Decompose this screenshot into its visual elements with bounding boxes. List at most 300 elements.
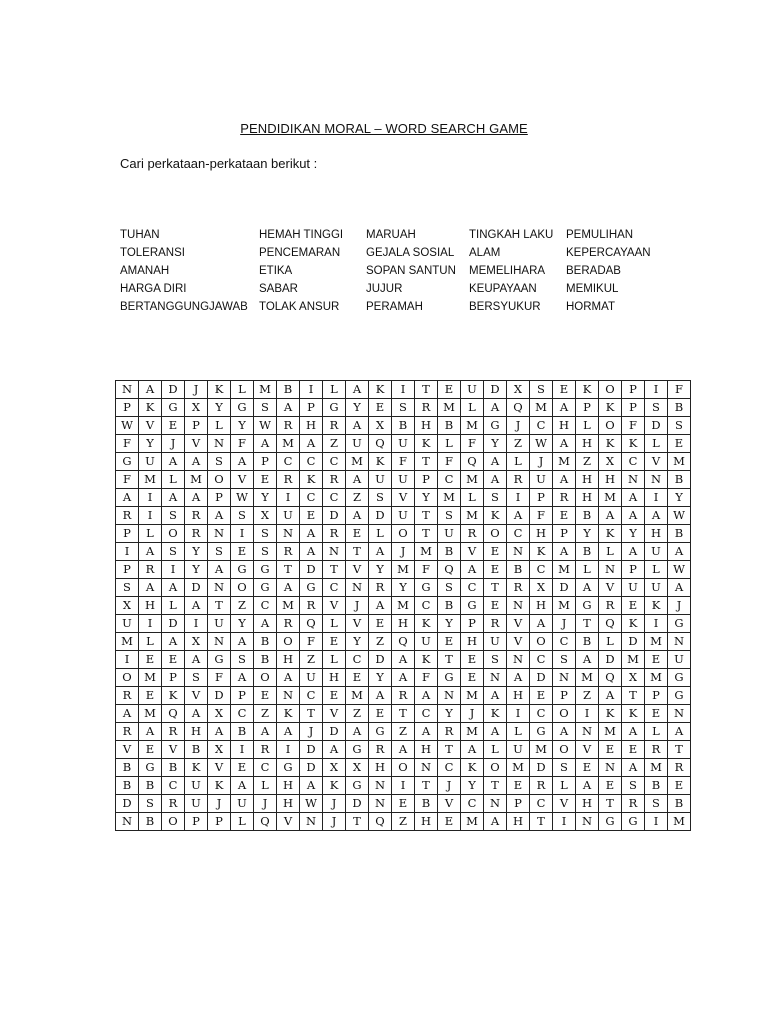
grid-cell[interactable]: X (599, 453, 622, 471)
grid-cell[interactable]: U (668, 651, 691, 669)
grid-cell[interactable]: J (323, 813, 346, 831)
grid-cell[interactable]: A (369, 543, 392, 561)
grid-cell[interactable]: A (208, 561, 231, 579)
grid-cell[interactable]: N (369, 795, 392, 813)
grid-cell[interactable]: J (185, 381, 208, 399)
grid-cell[interactable]: S (553, 651, 576, 669)
grid-cell[interactable]: G (622, 813, 645, 831)
grid-cell[interactable]: D (116, 795, 139, 813)
grid-cell[interactable]: L (507, 723, 530, 741)
grid-cell[interactable]: K (530, 543, 553, 561)
grid-cell[interactable]: S (668, 417, 691, 435)
grid-cell[interactable]: L (484, 741, 507, 759)
grid-cell[interactable]: L (599, 543, 622, 561)
grid-cell[interactable]: K (277, 705, 300, 723)
grid-cell[interactable]: M (553, 453, 576, 471)
grid-cell[interactable]: C (530, 705, 553, 723)
grid-cell[interactable]: A (622, 489, 645, 507)
grid-cell[interactable]: U (185, 795, 208, 813)
grid-cell[interactable]: N (507, 543, 530, 561)
grid-cell[interactable]: B (438, 543, 461, 561)
grid-cell[interactable]: D (162, 381, 185, 399)
grid-cell[interactable]: A (484, 471, 507, 489)
grid-cell[interactable]: Z (576, 453, 599, 471)
grid-cell[interactable]: R (277, 471, 300, 489)
grid-cell[interactable]: A (599, 687, 622, 705)
grid-cell[interactable]: C (277, 453, 300, 471)
grid-cell[interactable]: H (530, 597, 553, 615)
grid-cell[interactable]: U (622, 579, 645, 597)
grid-cell[interactable]: G (162, 399, 185, 417)
grid-cell[interactable]: G (254, 561, 277, 579)
grid-cell[interactable]: M (346, 687, 369, 705)
grid-cell[interactable]: T (415, 525, 438, 543)
grid-cell[interactable]: O (231, 579, 254, 597)
grid-cell[interactable]: R (369, 741, 392, 759)
grid-cell[interactable]: A (622, 759, 645, 777)
grid-cell[interactable]: B (668, 399, 691, 417)
grid-cell[interactable]: E (438, 813, 461, 831)
grid-cell[interactable]: S (162, 543, 185, 561)
grid-cell[interactable]: P (116, 561, 139, 579)
grid-cell[interactable]: T (346, 543, 369, 561)
grid-cell[interactable]: L (231, 813, 254, 831)
grid-cell[interactable]: F (208, 669, 231, 687)
grid-cell[interactable]: I (553, 813, 576, 831)
grid-cell[interactable]: M (645, 759, 668, 777)
grid-cell[interactable]: V (392, 489, 415, 507)
grid-cell[interactable]: V (576, 741, 599, 759)
grid-cell[interactable]: X (254, 507, 277, 525)
grid-cell[interactable]: A (346, 381, 369, 399)
grid-cell[interactable]: B (438, 417, 461, 435)
grid-cell[interactable]: E (162, 417, 185, 435)
grid-cell[interactable]: M (461, 687, 484, 705)
grid-cell[interactable]: P (415, 471, 438, 489)
grid-cell[interactable]: V (185, 687, 208, 705)
grid-cell[interactable]: K (369, 453, 392, 471)
grid-cell[interactable]: A (392, 651, 415, 669)
grid-cell[interactable]: V (507, 615, 530, 633)
grid-cell[interactable]: G (415, 579, 438, 597)
grid-cell[interactable]: A (139, 381, 162, 399)
grid-cell[interactable]: A (185, 453, 208, 471)
grid-cell[interactable]: G (346, 777, 369, 795)
grid-cell[interactable]: S (208, 453, 231, 471)
grid-cell[interactable]: W (530, 435, 553, 453)
grid-cell[interactable]: X (208, 741, 231, 759)
grid-cell[interactable]: M (622, 651, 645, 669)
grid-cell[interactable]: R (645, 741, 668, 759)
grid-cell[interactable]: M (139, 705, 162, 723)
grid-cell[interactable]: L (599, 633, 622, 651)
grid-cell[interactable]: B (576, 507, 599, 525)
grid-cell[interactable]: C (553, 633, 576, 651)
grid-cell[interactable]: Q (461, 453, 484, 471)
grid-cell[interactable]: T (484, 777, 507, 795)
grid-cell[interactable]: H (277, 795, 300, 813)
grid-cell[interactable]: K (484, 705, 507, 723)
grid-cell[interactable]: T (599, 795, 622, 813)
grid-cell[interactable]: A (484, 453, 507, 471)
grid-cell[interactable]: U (392, 507, 415, 525)
grid-cell[interactable]: G (208, 651, 231, 669)
grid-cell[interactable]: R (300, 597, 323, 615)
grid-cell[interactable]: A (277, 669, 300, 687)
grid-cell[interactable]: S (369, 489, 392, 507)
grid-cell[interactable]: X (346, 759, 369, 777)
grid-cell[interactable]: R (461, 525, 484, 543)
grid-cell[interactable]: O (277, 633, 300, 651)
grid-cell[interactable]: L (645, 723, 668, 741)
grid-cell[interactable]: I (162, 561, 185, 579)
grid-cell[interactable]: G (231, 561, 254, 579)
grid-cell[interactable]: N (484, 795, 507, 813)
grid-cell[interactable]: H (599, 471, 622, 489)
grid-cell[interactable]: M (116, 633, 139, 651)
grid-cell[interactable]: T (277, 561, 300, 579)
grid-cell[interactable]: E (553, 507, 576, 525)
grid-cell[interactable]: R (438, 723, 461, 741)
grid-cell[interactable]: S (438, 579, 461, 597)
grid-cell[interactable]: Q (599, 615, 622, 633)
grid-cell[interactable]: Y (438, 615, 461, 633)
grid-cell[interactable]: L (576, 417, 599, 435)
grid-cell[interactable]: B (438, 597, 461, 615)
grid-cell[interactable]: A (300, 435, 323, 453)
grid-cell[interactable]: S (116, 579, 139, 597)
grid-cell[interactable]: M (553, 597, 576, 615)
grid-cell[interactable]: Y (484, 435, 507, 453)
grid-cell[interactable]: P (553, 687, 576, 705)
grid-cell[interactable]: Y (369, 669, 392, 687)
grid-cell[interactable]: P (507, 795, 530, 813)
grid-cell[interactable]: D (185, 579, 208, 597)
grid-cell[interactable]: K (185, 759, 208, 777)
grid-cell[interactable]: J (438, 777, 461, 795)
grid-cell[interactable]: E (622, 597, 645, 615)
grid-cell[interactable]: M (461, 813, 484, 831)
grid-cell[interactable]: M (530, 399, 553, 417)
grid-cell[interactable]: R (254, 741, 277, 759)
grid-cell[interactable]: U (530, 471, 553, 489)
grid-cell[interactable]: A (484, 723, 507, 741)
grid-cell[interactable]: A (208, 507, 231, 525)
grid-cell[interactable]: A (162, 633, 185, 651)
grid-cell[interactable]: E (369, 705, 392, 723)
grid-cell[interactable]: G (668, 615, 691, 633)
grid-cell[interactable]: F (438, 453, 461, 471)
grid-cell[interactable]: Y (231, 417, 254, 435)
grid-cell[interactable]: D (300, 759, 323, 777)
grid-cell[interactable]: J (507, 417, 530, 435)
grid-cell[interactable]: U (392, 471, 415, 489)
grid-cell[interactable]: D (369, 507, 392, 525)
grid-cell[interactable]: C (346, 651, 369, 669)
grid-cell[interactable]: V (185, 435, 208, 453)
grid-cell[interactable]: A (116, 705, 139, 723)
grid-cell[interactable]: M (415, 543, 438, 561)
grid-cell[interactable]: I (507, 489, 530, 507)
grid-cell[interactable]: E (461, 651, 484, 669)
grid-cell[interactable]: G (668, 687, 691, 705)
grid-cell[interactable]: A (185, 705, 208, 723)
grid-cell[interactable]: A (185, 489, 208, 507)
grid-cell[interactable]: C (323, 453, 346, 471)
grid-cell[interactable]: S (645, 795, 668, 813)
grid-cell[interactable]: H (415, 813, 438, 831)
grid-cell[interactable]: O (116, 669, 139, 687)
grid-cell[interactable]: F (461, 435, 484, 453)
grid-cell[interactable]: M (553, 561, 576, 579)
grid-cell[interactable]: Q (162, 705, 185, 723)
grid-cell[interactable]: P (530, 489, 553, 507)
grid-cell[interactable]: P (300, 399, 323, 417)
grid-cell[interactable]: C (530, 795, 553, 813)
grid-cell[interactable]: Y (254, 489, 277, 507)
grid-cell[interactable]: J (254, 795, 277, 813)
grid-cell[interactable]: U (116, 615, 139, 633)
grid-cell[interactable]: E (369, 615, 392, 633)
grid-cell[interactable]: Y (622, 525, 645, 543)
grid-cell[interactable]: R (277, 417, 300, 435)
grid-cell[interactable]: L (369, 525, 392, 543)
grid-cell[interactable]: L (461, 489, 484, 507)
grid-cell[interactable]: W (668, 507, 691, 525)
grid-cell[interactable]: B (185, 741, 208, 759)
grid-cell[interactable]: E (231, 543, 254, 561)
grid-cell[interactable]: A (208, 723, 231, 741)
grid-cell[interactable]: B (507, 561, 530, 579)
grid-cell[interactable]: X (530, 579, 553, 597)
grid-cell[interactable]: Z (346, 489, 369, 507)
grid-cell[interactable]: Z (576, 687, 599, 705)
grid-cell[interactable]: X (323, 759, 346, 777)
grid-cell[interactable]: P (231, 687, 254, 705)
grid-cell[interactable]: M (139, 669, 162, 687)
grid-cell[interactable]: M (530, 741, 553, 759)
grid-cell[interactable]: V (323, 705, 346, 723)
grid-cell[interactable]: G (484, 417, 507, 435)
grid-cell[interactable]: P (185, 417, 208, 435)
grid-cell[interactable]: J (530, 453, 553, 471)
grid-cell[interactable]: I (139, 615, 162, 633)
grid-cell[interactable]: U (438, 525, 461, 543)
grid-cell[interactable]: I (645, 813, 668, 831)
grid-cell[interactable]: V (599, 579, 622, 597)
grid-cell[interactable]: K (208, 777, 231, 795)
grid-cell[interactable]: A (668, 579, 691, 597)
grid-cell[interactable]: I (507, 705, 530, 723)
grid-cell[interactable]: T (415, 507, 438, 525)
grid-cell[interactable]: A (530, 615, 553, 633)
grid-cell[interactable]: W (231, 489, 254, 507)
grid-cell[interactable]: C (162, 777, 185, 795)
grid-cell[interactable]: K (622, 705, 645, 723)
grid-cell[interactable]: L (645, 561, 668, 579)
grid-cell[interactable]: H (576, 489, 599, 507)
grid-cell[interactable]: A (116, 489, 139, 507)
grid-cell[interactable]: G (323, 399, 346, 417)
grid-cell[interactable]: G (139, 759, 162, 777)
grid-cell[interactable]: Z (300, 651, 323, 669)
grid-cell[interactable]: B (392, 417, 415, 435)
grid-cell[interactable]: N (645, 471, 668, 489)
grid-cell[interactable]: Z (231, 597, 254, 615)
grid-cell[interactable]: F (116, 435, 139, 453)
grid-cell[interactable]: R (369, 579, 392, 597)
grid-cell[interactable]: V (553, 795, 576, 813)
grid-cell[interactable]: L (162, 471, 185, 489)
grid-cell[interactable]: D (162, 615, 185, 633)
grid-cell[interactable]: C (530, 651, 553, 669)
grid-cell[interactable]: J (346, 597, 369, 615)
grid-cell[interactable]: L (438, 435, 461, 453)
grid-cell[interactable]: H (139, 597, 162, 615)
grid-cell[interactable]: T (323, 561, 346, 579)
grid-cell[interactable]: I (645, 381, 668, 399)
grid-cell[interactable]: U (346, 435, 369, 453)
grid-cell[interactable]: S (254, 399, 277, 417)
grid-cell[interactable]: E (484, 597, 507, 615)
grid-cell[interactable]: D (484, 381, 507, 399)
grid-cell[interactable]: G (231, 399, 254, 417)
grid-cell[interactable]: A (369, 687, 392, 705)
grid-cell[interactable]: Z (392, 813, 415, 831)
grid-cell[interactable]: F (415, 669, 438, 687)
grid-cell[interactable]: A (484, 399, 507, 417)
grid-cell[interactable]: M (461, 723, 484, 741)
grid-cell[interactable]: C (300, 489, 323, 507)
grid-cell[interactable]: O (599, 381, 622, 399)
grid-cell[interactable]: I (392, 777, 415, 795)
grid-cell[interactable]: K (369, 381, 392, 399)
grid-cell[interactable]: Y (461, 777, 484, 795)
grid-cell[interactable]: C (323, 489, 346, 507)
grid-cell[interactable]: U (300, 669, 323, 687)
grid-cell[interactable]: M (346, 453, 369, 471)
grid-cell[interactable]: E (346, 669, 369, 687)
grid-cell[interactable]: P (185, 813, 208, 831)
grid-cell[interactable]: A (300, 543, 323, 561)
grid-cell[interactable]: A (346, 507, 369, 525)
grid-cell[interactable]: T (300, 705, 323, 723)
grid-cell[interactable]: D (208, 687, 231, 705)
grid-cell[interactable]: C (438, 759, 461, 777)
grid-cell[interactable]: R (277, 615, 300, 633)
grid-cell[interactable]: A (461, 561, 484, 579)
grid-cell[interactable]: M (139, 471, 162, 489)
grid-cell[interactable]: H (369, 759, 392, 777)
grid-cell[interactable]: L (254, 777, 277, 795)
grid-cell[interactable]: A (300, 777, 323, 795)
grid-cell[interactable]: C (415, 705, 438, 723)
grid-cell[interactable]: H (576, 471, 599, 489)
grid-cell[interactable]: J (323, 795, 346, 813)
grid-cell[interactable]: Z (254, 705, 277, 723)
grid-cell[interactable]: N (507, 651, 530, 669)
grid-cell[interactable]: D (599, 651, 622, 669)
grid-cell[interactable]: Q (300, 615, 323, 633)
grid-cell[interactable]: I (185, 615, 208, 633)
grid-cell[interactable]: W (116, 417, 139, 435)
grid-cell[interactable]: E (323, 687, 346, 705)
grid-cell[interactable]: E (392, 795, 415, 813)
grid-cell[interactable]: A (185, 597, 208, 615)
grid-cell[interactable]: Y (185, 561, 208, 579)
grid-cell[interactable]: V (461, 543, 484, 561)
grid-cell[interactable]: S (231, 651, 254, 669)
grid-cell[interactable]: L (461, 399, 484, 417)
grid-cell[interactable]: R (323, 417, 346, 435)
grid-cell[interactable]: U (185, 777, 208, 795)
grid-cell[interactable]: J (162, 435, 185, 453)
grid-cell[interactable]: G (530, 723, 553, 741)
grid-cell[interactable]: K (300, 471, 323, 489)
grid-cell[interactable]: H (576, 795, 599, 813)
grid-cell[interactable]: D (622, 633, 645, 651)
grid-cell[interactable]: A (231, 453, 254, 471)
grid-cell[interactable]: I (392, 381, 415, 399)
grid-cell[interactable]: N (599, 759, 622, 777)
grid-cell[interactable]: P (553, 525, 576, 543)
grid-cell[interactable]: A (415, 687, 438, 705)
grid-cell[interactable]: R (599, 597, 622, 615)
grid-cell[interactable]: A (277, 723, 300, 741)
grid-cell[interactable]: A (599, 507, 622, 525)
grid-cell[interactable]: E (461, 669, 484, 687)
grid-cell[interactable]: P (208, 813, 231, 831)
grid-cell[interactable]: A (254, 435, 277, 453)
grid-cell[interactable]: M (185, 471, 208, 489)
grid-cell[interactable]: I (231, 741, 254, 759)
grid-cell[interactable]: O (208, 471, 231, 489)
grid-cell[interactable]: N (208, 633, 231, 651)
grid-cell[interactable]: R (392, 687, 415, 705)
grid-cell[interactable]: V (438, 795, 461, 813)
grid-cell[interactable]: M (277, 597, 300, 615)
grid-cell[interactable]: M (392, 561, 415, 579)
grid-cell[interactable]: V (346, 561, 369, 579)
grid-cell[interactable]: I (277, 741, 300, 759)
grid-cell[interactable]: Y (668, 489, 691, 507)
grid-cell[interactable]: E (576, 759, 599, 777)
grid-cell[interactable]: K (599, 399, 622, 417)
grid-cell[interactable]: A (622, 723, 645, 741)
grid-cell[interactable]: A (461, 741, 484, 759)
grid-cell[interactable]: M (254, 381, 277, 399)
grid-cell[interactable]: E (254, 687, 277, 705)
grid-cell[interactable]: V (507, 633, 530, 651)
grid-cell[interactable]: R (185, 507, 208, 525)
grid-cell[interactable]: D (645, 417, 668, 435)
grid-cell[interactable]: A (668, 543, 691, 561)
grid-cell[interactable]: Q (254, 813, 277, 831)
grid-cell[interactable]: X (369, 417, 392, 435)
grid-cell[interactable]: A (507, 507, 530, 525)
grid-cell[interactable]: P (622, 561, 645, 579)
grid-cell[interactable]: O (254, 669, 277, 687)
grid-cell[interactable]: I (645, 489, 668, 507)
grid-cell[interactable]: M (438, 399, 461, 417)
grid-cell[interactable]: Q (438, 561, 461, 579)
grid-cell[interactable]: E (484, 543, 507, 561)
grid-cell[interactable]: I (139, 489, 162, 507)
grid-cell[interactable]: M (599, 723, 622, 741)
grid-cell[interactable]: Y (415, 489, 438, 507)
grid-cell[interactable]: R (162, 795, 185, 813)
grid-cell[interactable]: G (576, 597, 599, 615)
